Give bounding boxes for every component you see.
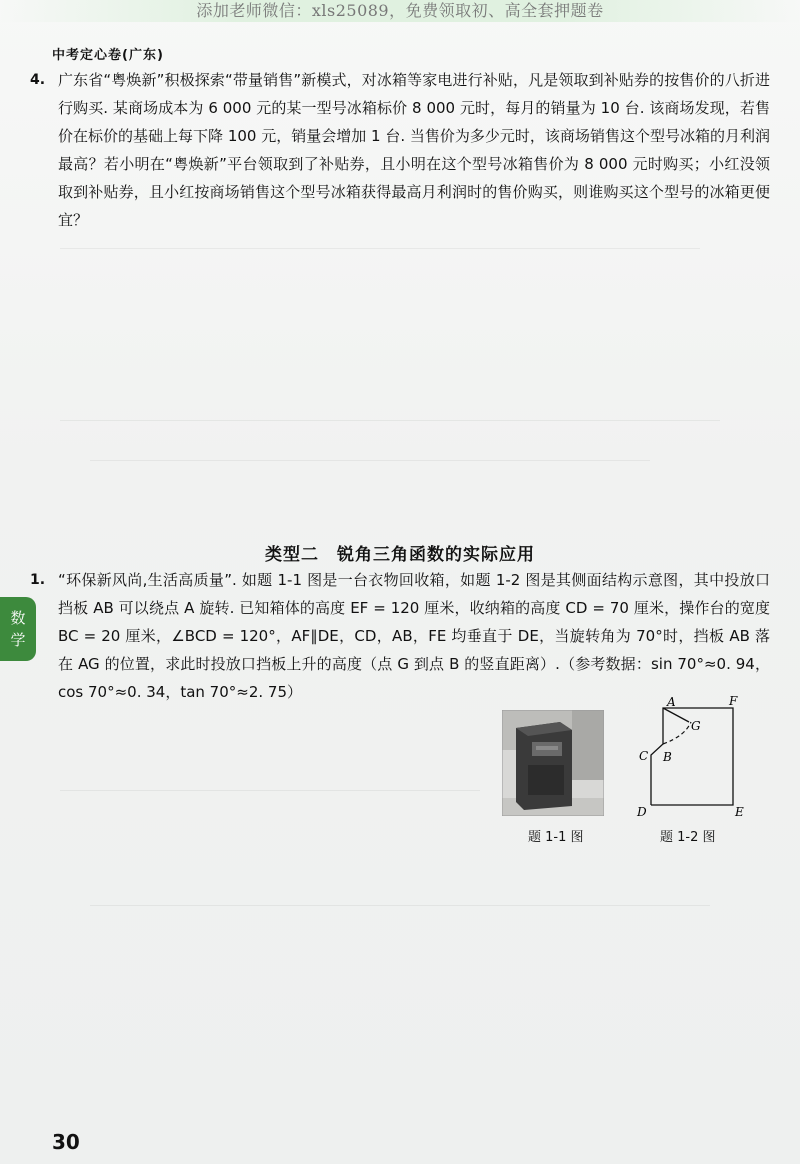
label-C: C [639,749,649,763]
question-text: “环保新风尚,生活高质量”. 如题 1-1 图是一台衣物回收箱，如题 1-2 图是其侧面结构示意图，其中投放口挡板 AB 可以绕点 A 旋转. 已知箱体的高度 EF = 120 厘米，收纳箱的高度 CD = 70 厘米，操作台的宽度 BC = 20 厘米，∠BCD = 120°，AF∥DE，CD，AB，FE 均垂直于 DE，当旋转角为 70°时，挡板 AB 落在 AG 的位置，求此时投放口挡板上升的高度（点 G 到点 B 的竖直距离）.（参考数据：sin 70°≈0. 94，cos 70°≈0. 34，tan 70°≈2. 75） [58,571,770,701]
structure-diagram [625,692,775,826]
label-E: E [735,805,744,819]
recycling-box-photo [502,710,604,816]
side-tab-char: 学 [10,631,26,649]
question-number: 4. [30,72,46,88]
show-through-line [90,460,650,461]
figure-1-2-caption: 题 1-2 图 [660,830,716,845]
book-header: 中考定心卷(广东) [52,48,164,63]
show-through-line [60,790,480,791]
watermark-banner: 添加老师微信：xls25089，免费领取初、高全套押题卷 [0,0,800,22]
section-title: 类型二 锐角三角函数的实际应用 [265,545,535,565]
label-D: D [637,805,647,819]
label-F: F [729,694,738,708]
show-through-line [90,905,710,906]
structure-diagram-svg [625,692,775,822]
show-through-line [60,248,700,249]
recycling-box-illustration [502,710,604,816]
question-1 [30,566,770,706]
label-G: G [691,719,701,733]
page-number: 30 [52,1130,80,1154]
question-text: 广东省“粤焕新”积极探索“带量销售”新模式，对冰箱等家电进行补贴，凡是领取到补贴券的按售价的八折进行购买. 某商场成本为 6 000 元的某一型号冰箱标价 8 000 元时，每月的销量为 10 台. 该商场发现，若售价在标价的基础上每下降 100 元，销量会增加 1 台. 当售价为多少元时，该商场销售这个型号冰箱的月利润最高？若小明在“粤焕新”平台领取到了补贴券，且小明在这个型号冰箱售价为 8 000 元时购买；小红没领取到补贴券，且小红按商场销售这个型号冰箱获得最高月利润时的售价购买，则谁购买这个型号的冰箱更便宜？ [58,71,770,229]
show-through-line [60,420,720,421]
side-tab-char: 数 [10,609,26,627]
question-4 [30,66,770,234]
label-A: A [667,695,676,709]
figure-1-1-caption: 题 1-1 图 [528,830,584,845]
label-B: B [663,750,672,764]
question-number: 1. [30,572,46,588]
